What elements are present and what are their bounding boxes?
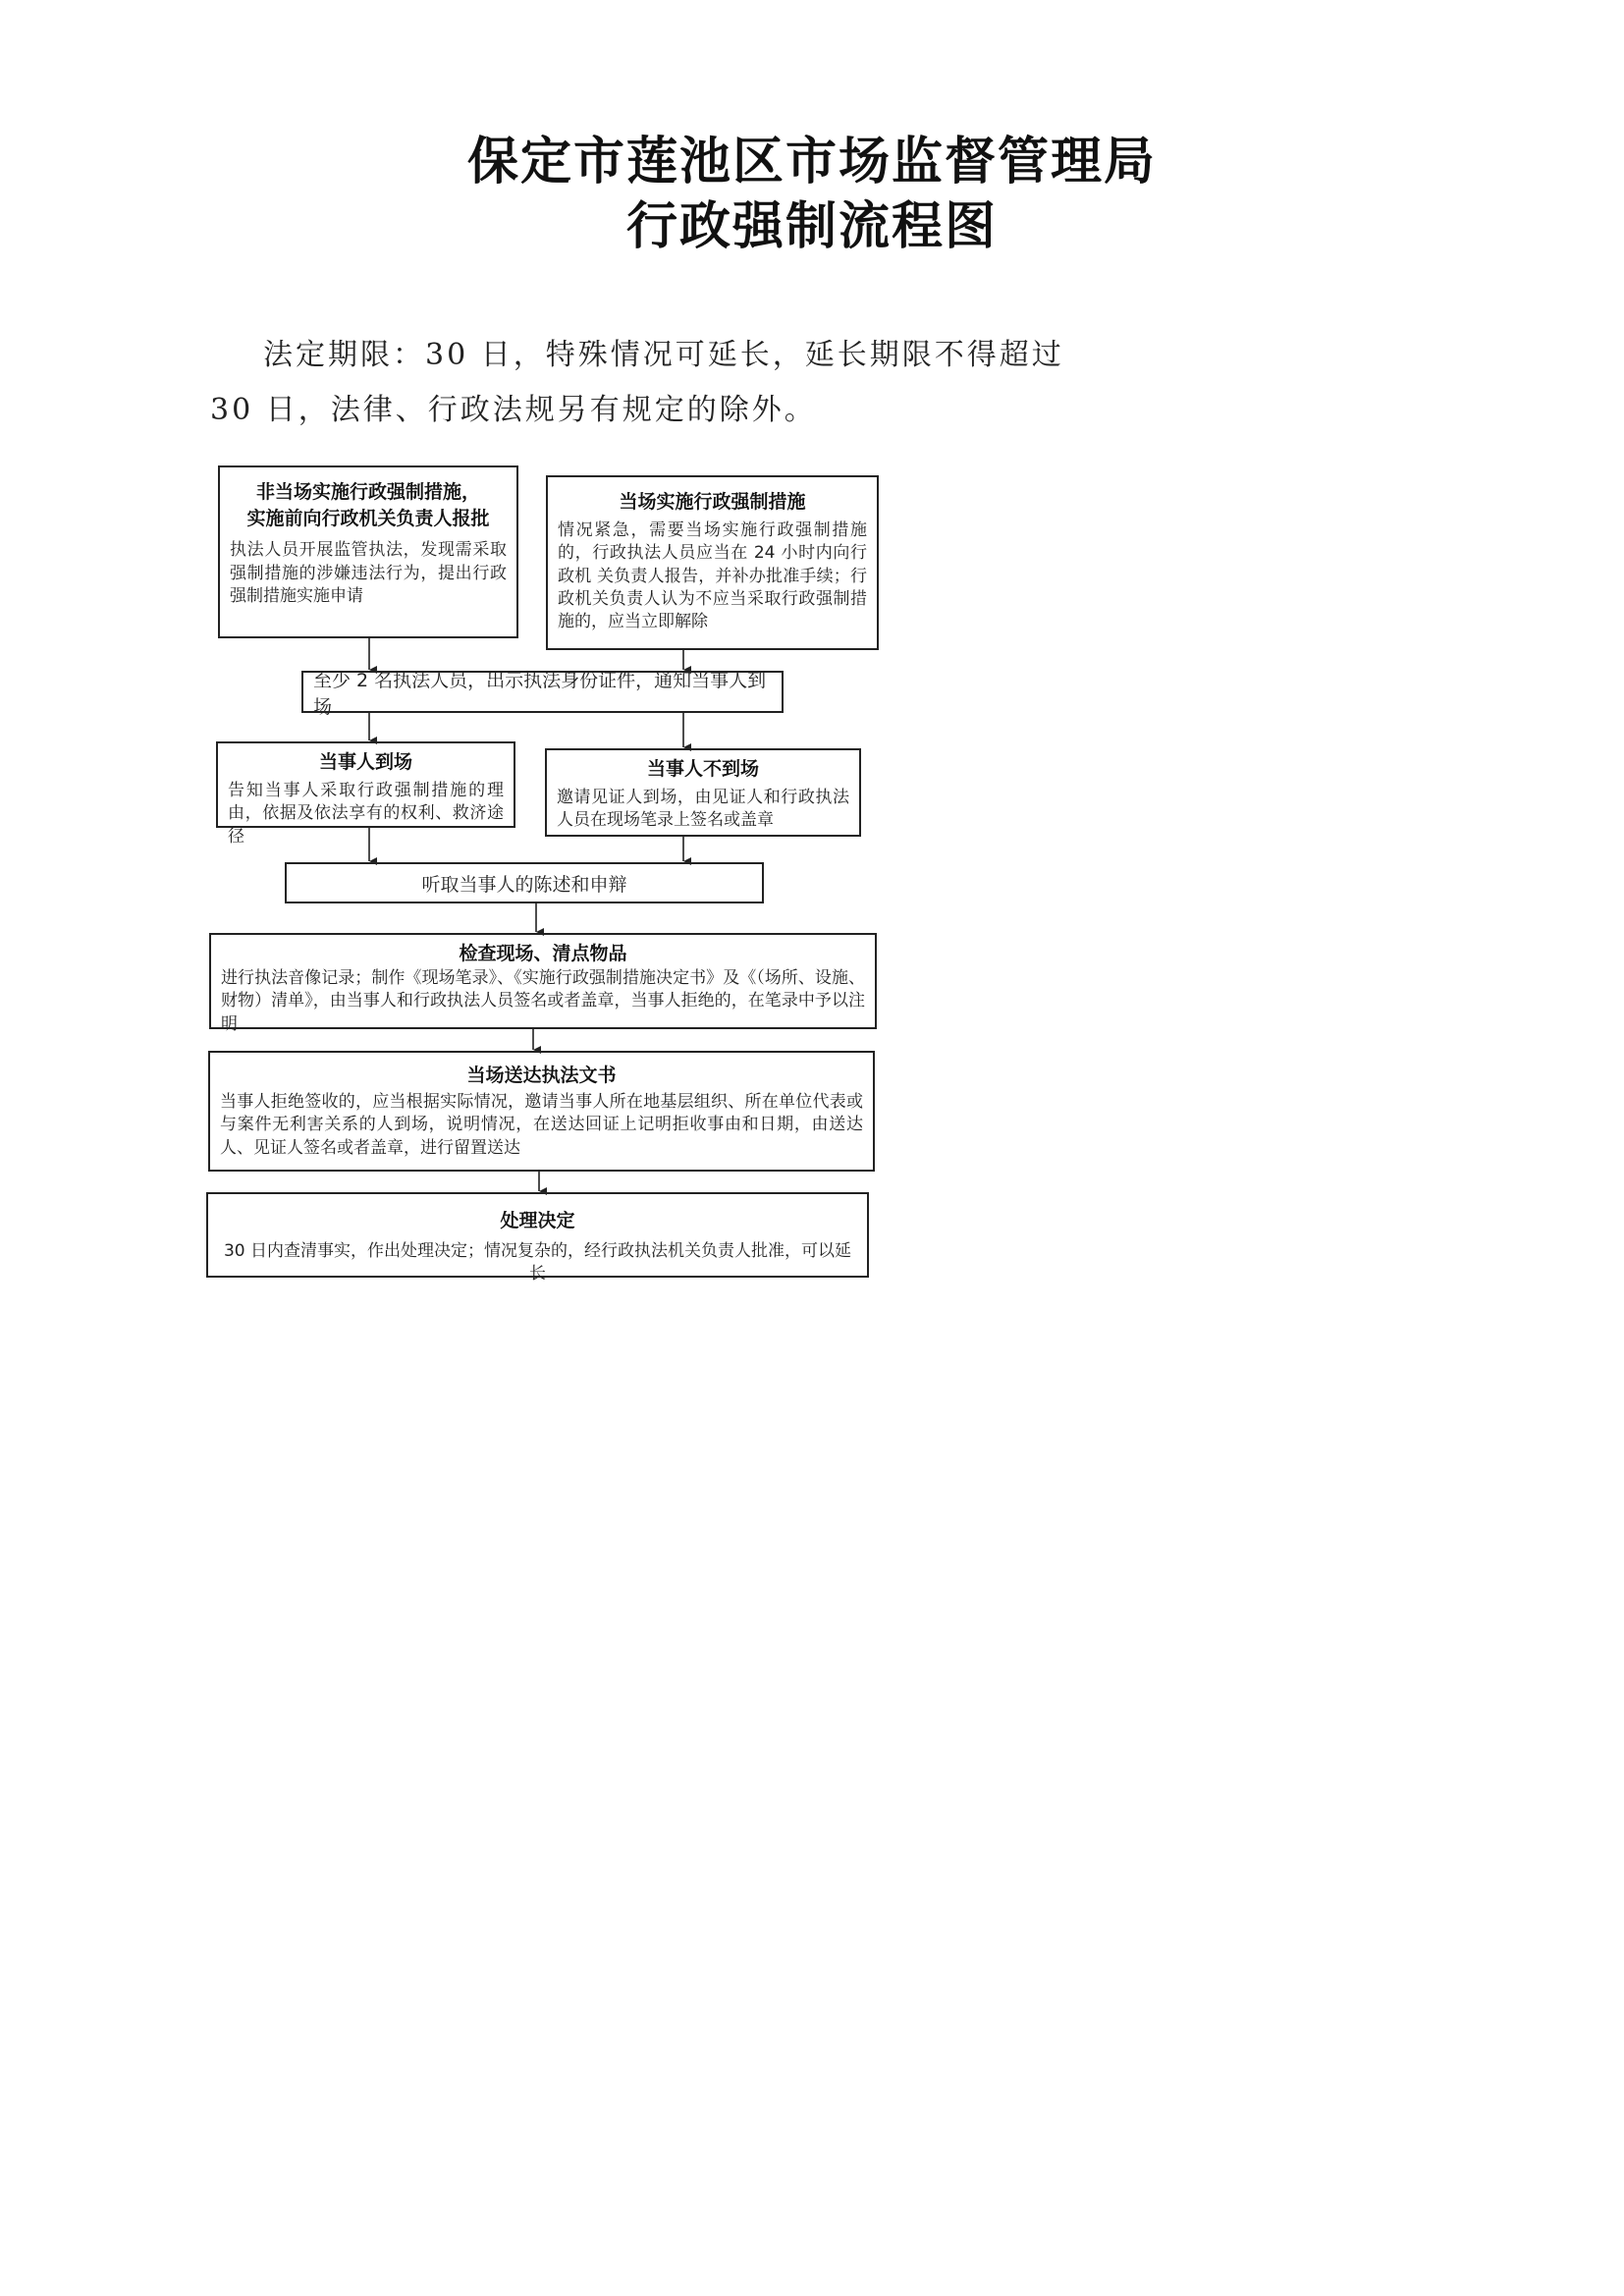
decision-box	[206, 1192, 869, 1285]
offsite-measures-body: 执法人员开展监管执法，发现需采取强制措施的涉嫌违法行为，提出行政强制措施实施申请	[230, 540, 507, 607]
onsite-measures-body: 情况紧急，需要当场实施行政强制措施的，行政执法人员应当在 24 小时内向行政机 关负责人报告，并补办批准手续；行政机关负责人认为不应当采取行政强制措施的，应当立即解除	[558, 519, 867, 632]
page-title-line2: 行政强制流程图	[625, 196, 998, 256]
hear-statement-box	[285, 862, 764, 903]
party-present-title: 当事人到场	[318, 751, 412, 773]
decision-title: 处理决定	[500, 1210, 575, 1231]
onsite-measures-title: 当场实施行政强制措施	[619, 491, 806, 513]
party-present-body: 告知当事人采取行政强制措施的理由，依据及依法享有的权利、救济途径	[228, 780, 504, 847]
hear-statement-text: 听取当事人的陈述和申辩	[421, 873, 627, 896]
offsite-measures-box	[218, 465, 518, 638]
inspect-site-body: 进行执法音像记录；制作《现场笔录》、《实施行政强制措施决定书》及《（场所、设施、财物）清单》，由当事人和行政执法人员签名或者盖章，当事人拒绝的，在笔录中予以注明	[221, 967, 865, 1034]
deliver-documents-body: 当事人拒绝签收的，应当根据实际情况，邀请当事人所在地基层组织、所在单位代表或与案件无利害关系的人到场，说明情况，在送达回证上记明拒收事由和日期，由送达人、见证人签名或者盖章，进行留置送达	[220, 1091, 863, 1158]
onsite-measures-box	[546, 475, 879, 650]
party-absent-box	[545, 748, 861, 837]
decision-body: 30 日内查清事实，作出处理决定；情况复杂的，经行政执法机关负责人批准，可以延长	[223, 1240, 852, 1285]
notify-party-box	[301, 669, 784, 718]
offsite-measures-title-line2: 实施前向行政机关负责人报批	[246, 507, 490, 529]
notify-party-text: 至少 2 名执法人员，出示执法身份证件，通知当事人到场	[313, 669, 767, 718]
deliver-documents-box	[208, 1051, 875, 1172]
party-absent-title: 当事人不到场	[646, 758, 759, 780]
offsite-measures-title-line1: 非当场实施行政强制措施，	[255, 481, 480, 503]
deadline-line1: 法定期限：30 日，特殊情况可延长，延长期限不得超过	[263, 338, 1064, 372]
inspect-site-box	[209, 933, 877, 1034]
deadline-line2: 30 日，法律、行政法规另有规定的除外。	[210, 393, 817, 427]
party-present-box	[216, 741, 515, 847]
inspect-site-title: 检查现场、清点物品	[459, 943, 627, 964]
party-absent-body: 邀请见证人到场，由见证人和行政执法人员在现场笔录上签名或盖章	[557, 787, 849, 831]
page-title-line1: 保定市莲池区市场监督管理局	[466, 132, 1157, 191]
deliver-documents-title: 当场送达执法文书	[466, 1065, 617, 1086]
